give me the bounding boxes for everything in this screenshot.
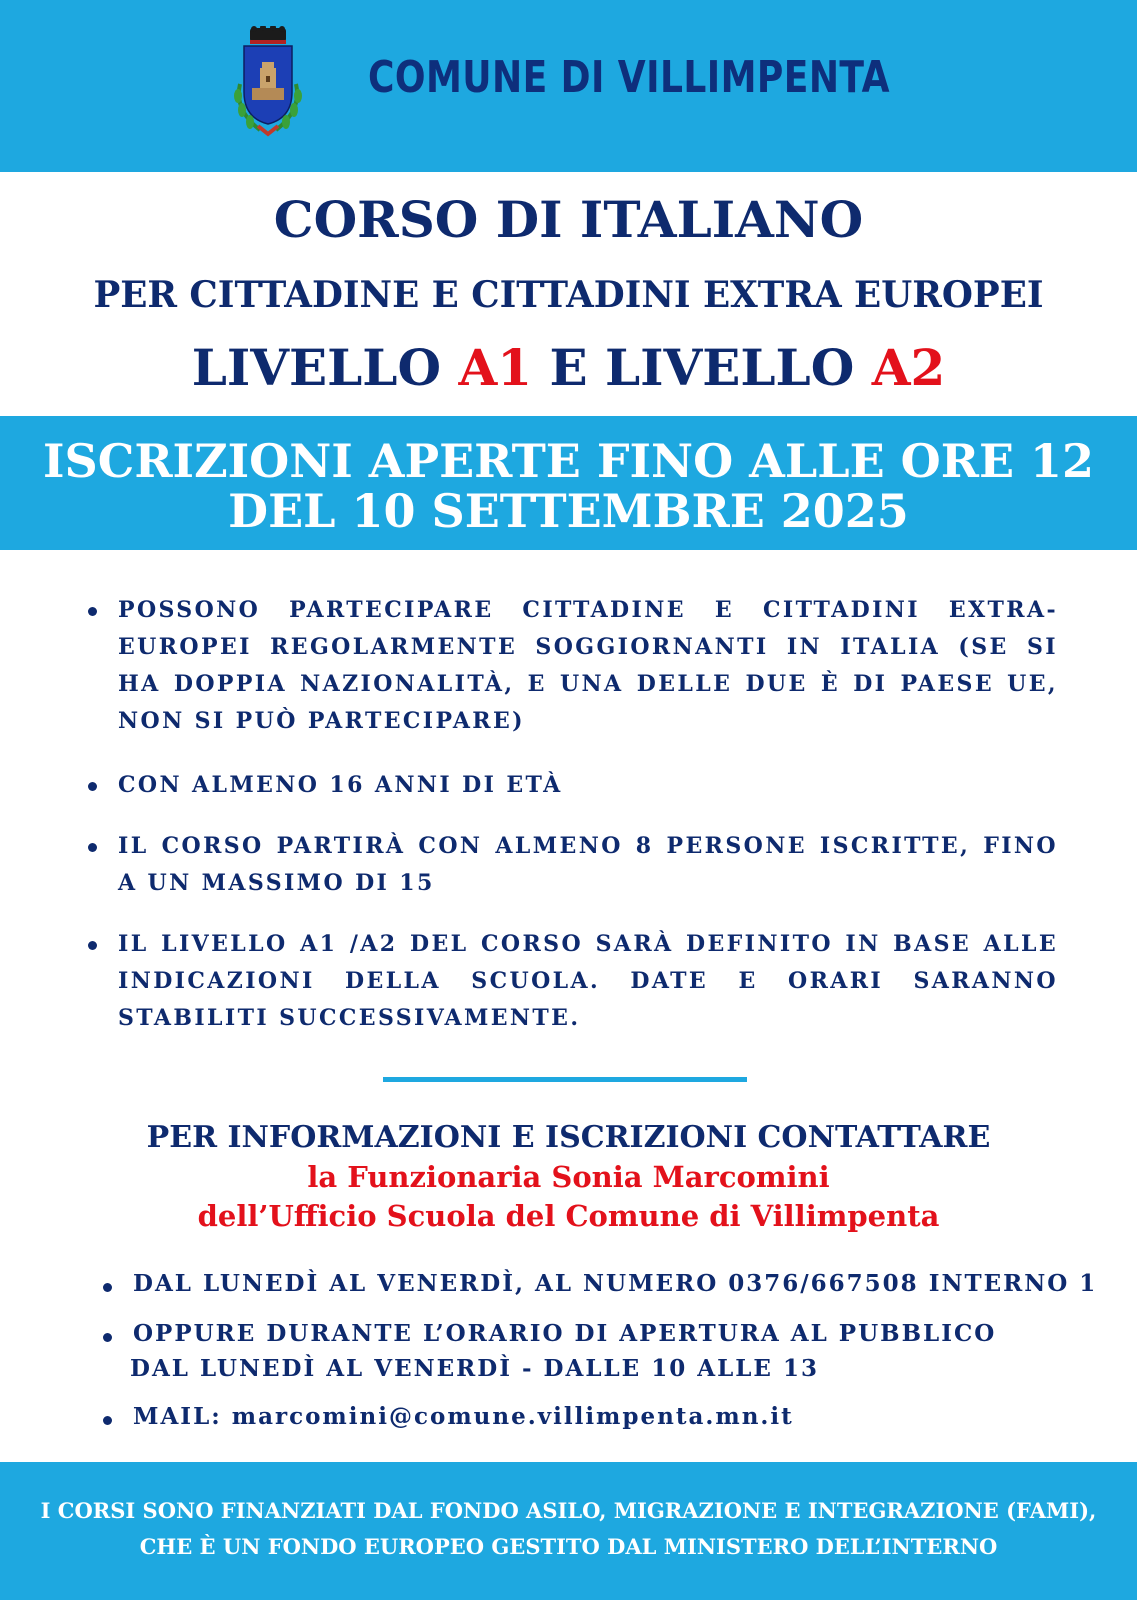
contact-mail [133,1403,794,1430]
requirement-item: IL CORSO PARTIRÀ CON ALMENO 8 PERSONE ISCRITTE, FINO A UN MASSIMO DI 15 [118,833,1058,896]
bullet-icon [88,941,97,950]
footer-band [0,1462,1137,1600]
section-divider [383,1077,747,1082]
bullet-icon [88,782,97,791]
requirement-item: POSSONO PARTECIPARE CITTADINE E CITTADINI EXTRA-EUROPEI REGOLARMENTE SOGGIORNANTI IN ITALIA (SE SI HA DOPPIA NAZIONALITÀ, E UNA DELLE DUE È DI PAESE UE, NON SI PUÒ PARTECIPARE) [118,597,1058,734]
contact-hours-line-1: OPPURE DURANTE L’ORARIO DI APERTURA AL PUBBLICO [133,1320,997,1347]
contact-office: dell’Ufficio Scuola del Comune di Villimpenta [197,1199,940,1233]
course-title: CORSO DI ITALIANO [273,190,864,249]
contact-hours-line-2: DAL LUNEDÌ AL VENERDÌ - DALLE 10 ALLE 13 [130,1355,819,1382]
bullet-icon [103,1333,112,1342]
course-level [0,338,1137,397]
municipal-crest-logo [230,26,306,140]
level-a2: A2 [871,338,946,397]
level-a1: A1 [458,338,533,397]
mail-label: MAIL: [133,1403,232,1430]
deadline-line-2: DEL 10 SETTEMBRE 2025 [228,484,909,538]
requirement-item: CON ALMENO 16 ANNI DI ETÀ [118,772,563,798]
contact-phone: DAL LUNEDÌ AL VENERDÌ, AL NUMERO 0376/667508 INTERNO 1 [133,1270,1098,1297]
mail-address[interactable]: marcomini@comune.villimpenta.mn.it [231,1403,794,1430]
bullet-icon [103,1283,112,1292]
bullet-icon [88,843,97,852]
bullet-icon [103,1416,112,1425]
deadline-line-1: ISCRIZIONI APERTE FINO ALLE ORE 12 [42,434,1095,488]
footer-line-2: CHE È UN FONDO EUROPEO GESTITO DAL MINISTERO DELL’INTERNO [139,1534,998,1559]
bullet-icon [88,607,97,616]
level-middle: E LIVELLO [532,338,872,397]
course-audience: PER CITTADINE E CITTADINI EXTRA EUROPEI [93,274,1044,316]
contact-heading: PER INFORMAZIONI E ISCRIZIONI CONTATTARE [146,1120,991,1155]
requirement-item: IL LIVELLO A1 /A2 DEL CORSO SARÀ DEFINITO IN BASE ALLE INDICAZIONI DELLA SCUOLA. DATE E ORARI SARANNO STABILITI SUCCESSIVAMENTE. [118,931,1058,1031]
contact-person: la Funzionaria Sonia Marcomini [307,1160,830,1194]
footer-line-1: I CORSI SONO FINANZIATI DAL FONDO ASILO, MIGRAZIONE E INTEGRAZIONE (FAMI), [40,1498,1097,1523]
deadline-band [0,416,1137,550]
organization-name: COMUNE DI VILLIMPENTA [368,52,890,103]
header-band [0,0,1137,172]
level-prefix: LIVELLO [191,338,459,397]
